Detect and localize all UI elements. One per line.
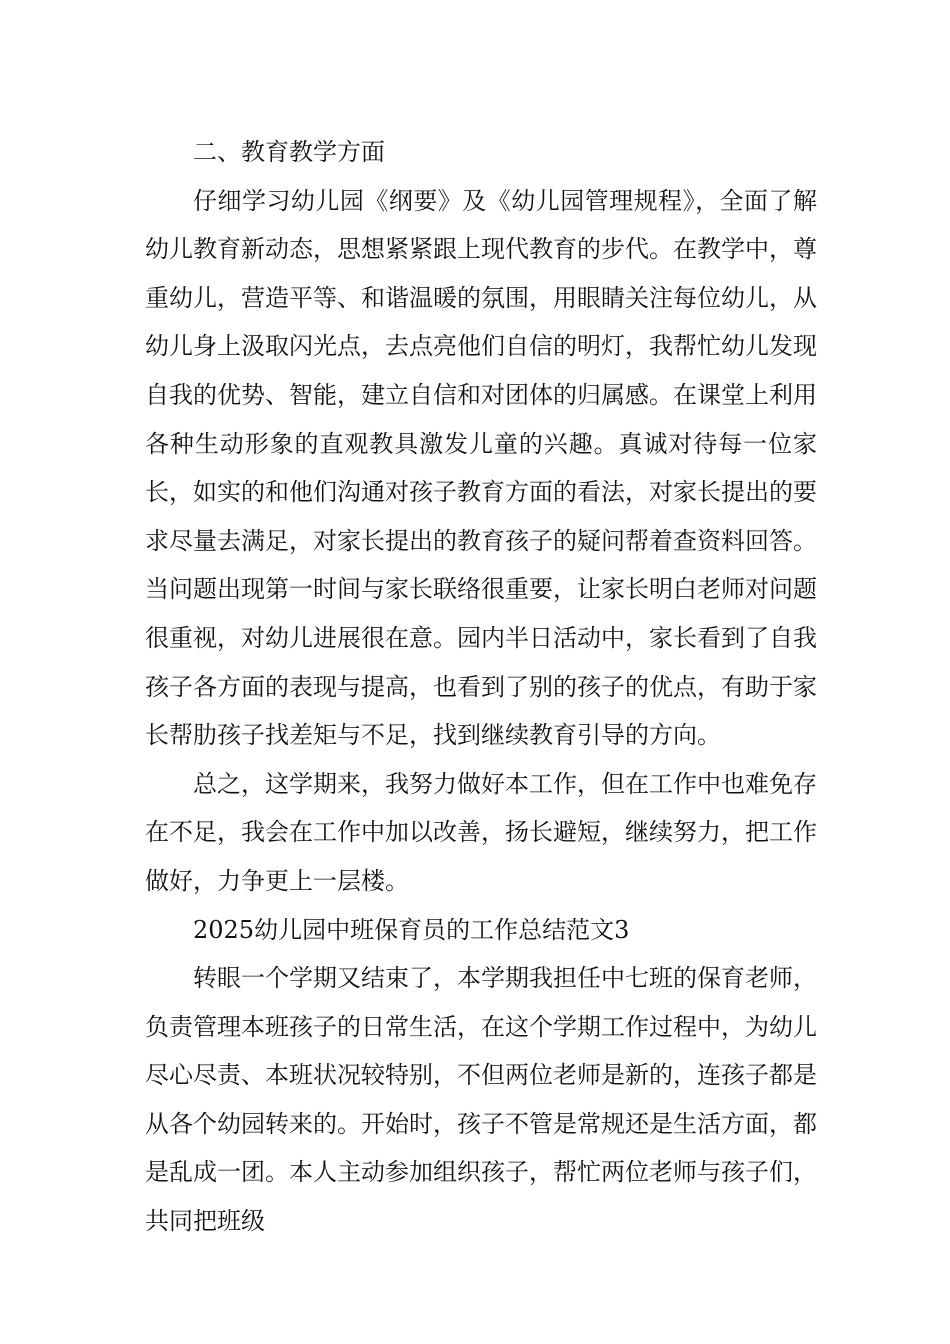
section-heading: 二、教育教学方面 (193, 138, 385, 166)
paragraph-summary: 总之，这学期来，我努力做好本工作，但在工作中也难免存在不足，我会在工作中加以改善，扬长避短，继续努力，把工作做好，力争更上一层楼。 (145, 769, 817, 895)
paragraph-intro: 转眼一个学期又结束了，本学期我担任中七班的保育老师，负责管理本班孩子的日常生活，在这个学期工作过程中，为幼儿尽心尽责、本班状况较特别，不但两位老师是新的，连孩子都是从各个幼园转来的。开始时，孩子不管是常规还是生活方面，都是乱成一团。本人主动参加组织孩子，帮忙两位老师与孩子们，共同把班级 (145, 964, 817, 1236)
document-body (145, 128, 817, 1246)
article-title: 2025幼儿园中班保育员的工作总结范文3 (193, 915, 630, 944)
paragraph-teaching: 仔细学习幼儿园《纲要》及《幼儿园管理规程》，全面了解幼儿教育新动态，思想紧紧跟上现代教育的步代。在教学中，尊重幼儿，营造平等、和谐温暖的氛围，用眼睛关注每位幼儿，从幼儿身上汲取闪光点，去点亮他们自信的明灯，我帮忙幼儿发现自我的优势、智能，建立自信和对团体的归属感。在课堂上利用各种生动形象的直观教具激发儿童的兴趣。真诚对待每一位家长，如实的和他们沟通对孩子教育方面的看法，对家长提出的要求尽量去满足，对家长提出的教育孩子的疑问帮着查资料回答。当问题出现第一时间与家长联络很重要，让家长明白老师对问题很重视，对幼儿进展很在意。园内半日活动中，家长看到了自我孩子各方面的表现与提高，也看到了别的孩子的优点，有助于家长帮肋孩子找差矩与不足，找到继续教育引导的方向。 (145, 186, 817, 750)
